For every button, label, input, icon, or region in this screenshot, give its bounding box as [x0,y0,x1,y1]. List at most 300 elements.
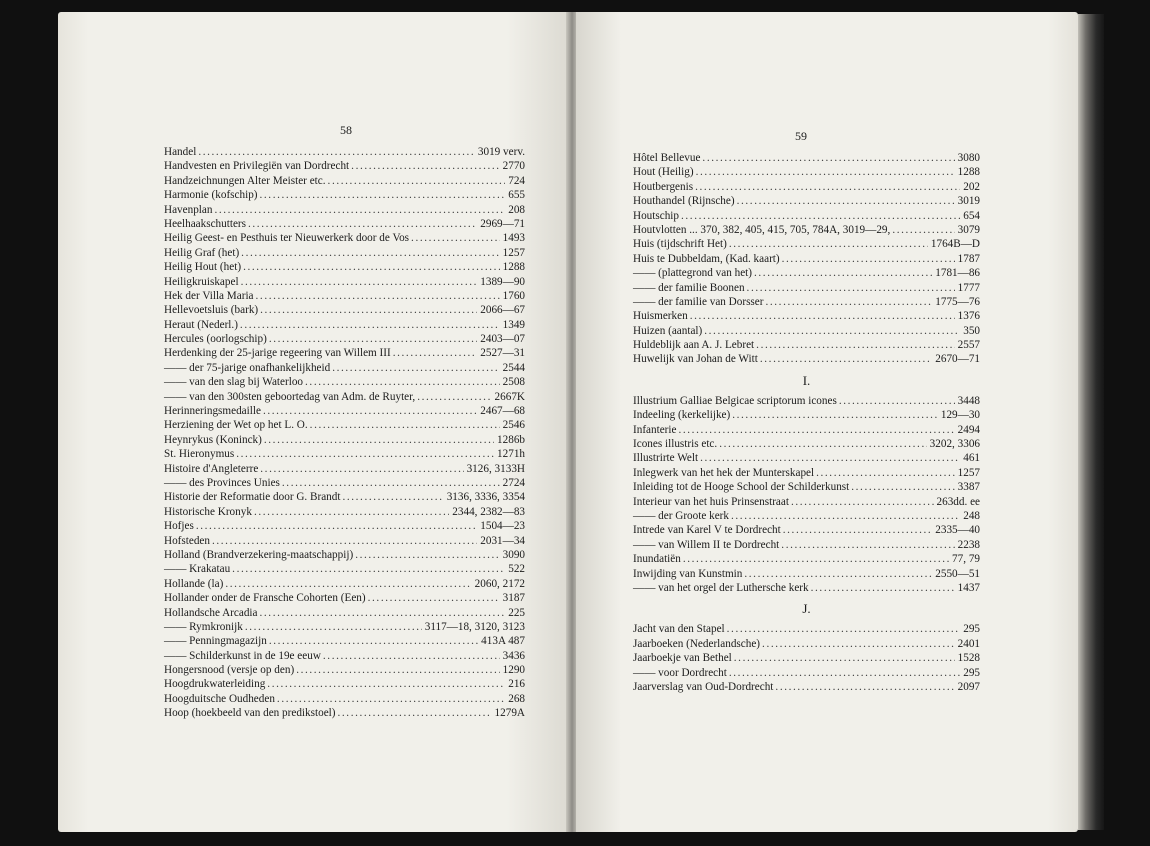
dot-leader [310,418,500,432]
entry-pages: 2344, 2382—83 [452,505,525,518]
index-entry [164,361,525,375]
entry-term: Indeeling (kerkelijke) [633,409,731,422]
entry-pages: 1349 [502,318,525,331]
entry-pages: 2546 [502,419,525,432]
dot-leader [729,237,928,251]
entry-pages: 3436 [502,649,525,662]
index-entry [633,394,980,408]
dot-leader [700,451,960,465]
entry-pages: 1286b [497,433,525,446]
index-entry [633,451,980,465]
index-entry [164,418,525,432]
entry-pages: 1528 [957,652,980,665]
entry-term: Hongersnood (versje op den) [164,664,295,677]
index-entry [164,706,525,720]
dot-leader [328,174,506,188]
entry-term: Hercules (oorlogschip) [164,333,267,346]
dot-leader [241,246,499,260]
right-page [576,12,1078,832]
dot-leader [683,552,949,566]
index-entry [164,231,525,245]
entry-pages: 2097 [957,680,980,693]
entry-term: Hôtel Bellevue [633,152,701,164]
index-entry [164,203,525,217]
entry-pages: 350 [963,324,980,337]
entry-term: Herdenking der 25-jarige regeering van Willem III [164,347,391,360]
index-entry [164,332,525,346]
entry-pages: 3117—18, 3120, 3123 [424,620,525,633]
entry-term: Huldeblijk aan A. J. Lebret [633,339,755,352]
entry-pages: 2557 [957,339,980,352]
dot-leader [731,509,960,523]
dot-leader [702,151,954,165]
index-entry [633,266,980,280]
entry-term: St. Hieronymus [164,448,235,461]
entry-term: Herziening der Wet op het L. O. [164,419,308,432]
entry-pages: 1760 [502,289,525,302]
entry-term: —— van den slag bij Waterloo [164,376,304,389]
entry-term: Intrede van Karel V te Dordrecht [633,524,781,537]
index-entry [633,622,980,636]
entry-term: —— der Groote kerk [633,509,729,522]
dot-leader [269,332,477,346]
entry-pages: 724 [508,174,525,187]
index-entry [164,620,525,634]
entry-term: —— des Provinces Unies [164,476,280,489]
entry-pages: 654 [963,209,980,222]
index-entry [633,151,980,165]
dot-leader [236,447,494,461]
entry-term: Handel [164,146,197,158]
entry-pages: 3448 [957,394,980,407]
dot-leader [241,275,478,289]
index-entry [633,237,980,251]
index-entry [633,324,980,338]
index-entry [633,651,980,665]
index-entry [164,145,525,159]
index-entry [164,346,525,360]
index-entry [633,338,980,352]
index-entry [633,423,980,437]
index-entry [164,447,525,461]
entry-term: Hollander onder de Fransche Cohorten (Een) [164,592,366,605]
entry-term: Huis te Dubbeldam, (Kad. kaart) [633,252,780,265]
entry-term: Hellevoetsluis (bark) [164,304,259,317]
dot-leader [256,289,500,303]
entry-pages: 2335—40 [935,524,980,537]
book-page-edge [1078,14,1104,830]
index-entry [164,159,525,173]
entry-term: Jaarboeken (Nederlandsche) [633,637,761,650]
dot-leader [351,159,499,173]
dot-leader [282,476,500,490]
index-entry [633,480,980,494]
entry-pages: 2403—07 [480,333,525,346]
index-entry [164,289,525,303]
dot-leader [305,375,500,389]
entry-term: Holland (Brandverzekering-maatschappij) [164,548,354,561]
entry-pages: 1279A [494,707,525,720]
dot-leader [198,145,475,159]
entry-pages: 3126, 3133H [466,462,525,475]
entry-term: Herinneringsmedaille [164,405,261,418]
dot-leader [269,634,478,648]
dot-leader [678,423,954,437]
dot-leader [332,361,499,375]
entry-term: Harmonie (kofschip) [164,189,258,202]
dot-leader [765,295,932,309]
entry-term: Illustrirte Welt [633,452,699,465]
entry-pages: 1271h [497,448,525,461]
dot-leader [355,548,499,562]
entry-pages: 208 [508,203,525,216]
entry-term: —— voor Dordrecht [633,666,727,679]
dot-leader [760,352,932,366]
index-entry [633,567,980,581]
entry-term: Huis (tijdschrift Het) [633,238,727,251]
entry-term: Houtschip [633,209,679,222]
entry-term: Hoop (hoekbeeld van den predikstoel) [164,707,336,720]
entry-pages: 3090 [502,548,525,561]
index-entry [633,295,980,309]
index-entry [164,188,525,202]
entry-term: Huismerken [633,310,688,323]
dot-leader [245,620,422,634]
dot-leader [762,637,955,651]
entry-term: Heilig Graf (het) [164,246,240,259]
entry-term: Histoire d'Angleterre [164,462,259,475]
entry-term: —— Rymkronijk [164,620,243,633]
entry-pages: 3019 [957,195,980,208]
entry-term: Icones illustris etc. [633,438,718,451]
dot-leader [368,591,500,605]
dot-leader [734,651,955,665]
entry-pages: 1376 [957,310,980,323]
entry-pages: 2508 [502,376,525,389]
index-entry [633,352,980,366]
entry-pages: 2724 [502,476,525,489]
entry-term: Hofjes [164,520,194,533]
entry-pages: 2060, 2172 [474,577,525,590]
entry-term: Houtbergenis [633,180,694,193]
index-entry [633,252,980,266]
entry-pages: 2770 [502,160,525,173]
index-entry [164,462,525,476]
dot-leader [411,231,500,245]
entry-pages: 413A 487 [481,635,525,648]
index-entry [164,562,525,576]
entry-pages: 1787 [957,252,980,265]
index-entry [633,680,980,694]
dot-leader [214,203,505,217]
entry-term: Havenplan [164,203,213,216]
entry-pages: 2238 [957,538,980,551]
entry-pages: 3019 verv. [477,146,525,158]
entry-term: Jaarboekje van Bethel [633,652,732,665]
page-number-left: 58 [340,123,352,137]
dot-leader [756,338,954,352]
entry-term: Interieur van het huis Prinsenstraat [633,495,789,508]
entry-term: Huwelijk van Johan de Witt [633,353,758,366]
entry-term: Houtvlotten ... 370, 382, 405, 415, 705, 784A, 3019—29, [633,223,891,236]
dot-leader [839,394,955,408]
dot-leader [782,252,955,266]
dot-leader [727,622,961,636]
entry-term: —— Penningmagazijn [164,635,267,648]
entry-term: Hollandsche Arcadia [164,606,258,619]
dot-leader [260,188,506,202]
entry-pages: 129—30 [940,409,980,422]
index-entry [164,534,525,548]
entry-pages: 522 [508,563,525,576]
entry-term: Heiligkruiskapel [164,275,239,288]
dot-leader [775,680,954,694]
entry-pages: 3187 [502,592,525,605]
index-column-right [633,151,980,694]
entry-pages: 202 [963,180,980,193]
entry-pages: 3387 [957,481,980,494]
dot-leader [342,490,443,504]
index-entry [633,538,980,552]
entry-term: Hoogdrukwaterleiding [164,678,266,691]
dot-leader [754,266,932,280]
entry-term: Houthandel (Rijnsche) [633,195,735,208]
dot-leader [393,346,478,360]
index-entry [633,666,980,680]
dot-leader [719,437,926,451]
index-entry [633,194,980,208]
entry-term: Hoogduitsche Oudheden [164,692,275,705]
entry-pages: 2494 [957,423,980,436]
page-number-right: 59 [795,129,807,143]
entry-term: Hek der Villa Maria [164,289,254,302]
dot-leader [264,433,494,447]
dot-leader [240,318,500,332]
entry-term: Hout (Heilig) [633,166,694,179]
entry-pages: 3136, 3336, 3354 [446,491,525,504]
index-entry [633,408,980,422]
entry-term: Jaarverslag van Oud-Dordrecht [633,680,774,693]
entry-pages: 1493 [502,232,525,245]
entry-term: —— van het orgel der Luthersche kerk [633,581,809,594]
entry-pages: 2544 [502,361,525,374]
entry-term: Heynrykus (Koninck) [164,433,262,446]
dot-leader [248,217,477,231]
index-entry [633,223,980,237]
dot-leader [277,692,505,706]
entry-pages: 295 [963,623,980,636]
index-entry [633,495,980,509]
dot-leader [781,538,954,552]
entry-term: Inlegwerk van het hek der Munterskapel [633,466,815,479]
dot-leader [816,466,955,480]
entry-term: Historische Kronyk [164,505,252,518]
index-entry [164,692,525,706]
dot-leader [695,180,960,194]
dot-leader [232,562,505,576]
entry-pages: 248 [963,509,980,522]
index-entry [164,404,525,418]
index-entry [633,309,980,323]
entry-term: Heilig Hout (het) [164,261,242,274]
entry-pages: 2467—68 [480,405,525,418]
entry-pages: 2670—71 [935,353,980,366]
index-entry [164,519,525,533]
index-entry [164,303,525,317]
index-entry [633,509,980,523]
entry-term: —— van den 300sten geboortedag van Adm. de Ruyter, [164,390,416,403]
dot-leader [732,408,938,422]
index-entry [164,606,525,620]
dot-leader [296,663,499,677]
entry-pages: 3202, 3306 [929,438,980,451]
entry-pages: 2031—34 [480,534,525,547]
index-entry [164,649,525,663]
entry-term: —— Krakatau [164,563,231,576]
index-entry [164,634,525,648]
dot-leader [791,495,934,509]
entry-pages: 1290 [502,664,525,677]
entry-pages: 1437 [957,581,980,594]
entry-term: Handzeichnungen Alter Meister etc. [164,174,326,187]
entry-pages: 1777 [957,281,980,294]
index-entry [633,281,980,295]
entry-term: —— Schilderkunst in de 19e eeuw [164,649,321,662]
dot-leader [243,260,500,274]
entry-pages: 1288 [957,166,980,179]
section-letter: J. [802,601,811,617]
entry-term: —— der familie van Dorsser [633,295,764,308]
entry-pages: 2401 [957,637,980,650]
index-entry [164,260,525,274]
entry-pages: 3079 [957,223,980,236]
dot-leader [811,581,955,595]
entry-pages: 2066—67 [480,304,525,317]
entry-pages: 268 [508,692,525,705]
index-entry [164,433,525,447]
entry-pages: 225 [508,606,525,619]
index-column-left [164,145,525,721]
entry-pages: 2527—31 [480,347,525,360]
dot-leader [737,194,955,208]
index-entry [164,577,525,591]
dot-leader [196,519,477,533]
dot-leader [417,390,491,404]
dot-leader [267,677,505,691]
index-entry [164,174,525,188]
entry-pages: 2969—71 [480,217,525,230]
index-entry [164,663,525,677]
index-entry [633,637,980,651]
index-entry [633,165,980,179]
dot-leader [260,606,506,620]
dot-leader [323,649,500,663]
index-entry [164,390,525,404]
entry-term: Handvesten en Privilegiën van Dordrecht [164,160,350,173]
entry-term: Inleiding tot de Hooge School der Schilderkunst [633,481,850,494]
dot-leader [729,666,960,680]
dot-leader [851,480,954,494]
dot-leader [690,309,955,323]
section-letter: I. [802,372,811,388]
entry-term: Jacht van den Stapel [633,623,725,636]
entry-pages: 1504—23 [480,520,525,533]
entry-pages: 1389—90 [480,275,525,288]
entry-pages: 461 [963,452,980,465]
entry-pages: 3080 [957,152,980,164]
index-entry [164,318,525,332]
entry-term: —— der familie Boonen [633,281,745,294]
entry-pages: 77, 79 [952,553,980,566]
dot-leader [704,324,960,338]
entry-pages: 1764B—D [930,238,980,251]
dot-leader [260,303,477,317]
dot-leader [696,165,955,179]
index-entry [633,466,980,480]
dot-leader [338,706,492,720]
entry-term: Hofsteden [164,534,210,547]
entry-pages: 295 [963,666,980,679]
entry-pages: 1288 [502,261,525,274]
entry-term: Huizen (aantal) [633,324,703,337]
entry-term: Inundatiën [633,553,681,566]
entry-term: Infanterie [633,423,677,436]
entry-term: —— van Willem II te Dordrecht [633,538,780,551]
dot-leader [783,523,932,537]
entry-pages: 1781—86 [935,267,980,280]
entry-term: Illustrium Galliae Belgicae scriptorum icones [633,394,837,407]
entry-pages: 1775—76 [935,295,980,308]
dot-leader [254,505,449,519]
index-entry [633,437,980,451]
index-entry [633,581,980,595]
dot-leader [744,567,932,581]
index-entry [164,275,525,289]
dot-leader [892,223,954,237]
entry-term: —— der 75-jarige onafhankelijkheid [164,361,331,374]
entry-pages: 216 [508,678,525,691]
dot-leader [263,404,477,418]
index-entry [164,548,525,562]
dot-leader [747,281,955,295]
index-entry [633,523,980,537]
entry-pages: 1257 [957,466,980,479]
dot-leader [212,534,477,548]
dot-leader [225,577,471,591]
index-entry [164,476,525,490]
entry-pages: 1257 [502,246,525,259]
index-entry [164,505,525,519]
index-entry [633,209,980,223]
index-entry [164,246,525,260]
index-entry [164,217,525,231]
entry-term: Heelhaakschutters [164,217,247,230]
index-entry [164,490,525,504]
entry-pages: 263dd. ee [936,495,980,508]
index-entry [164,375,525,389]
entry-pages: 2550—51 [935,567,980,580]
dot-leader [681,209,960,223]
index-entry [633,552,980,566]
entry-pages: 2667K [494,390,525,403]
entry-term: Historie der Reformatie door G. Brandt [164,491,341,504]
entry-term: —— (plattegrond van het) [633,267,752,280]
index-entry [633,180,980,194]
entry-pages: 655 [508,189,525,202]
entry-term: Hollande (la) [164,577,224,590]
index-entry [164,677,525,691]
dot-leader [260,462,463,476]
